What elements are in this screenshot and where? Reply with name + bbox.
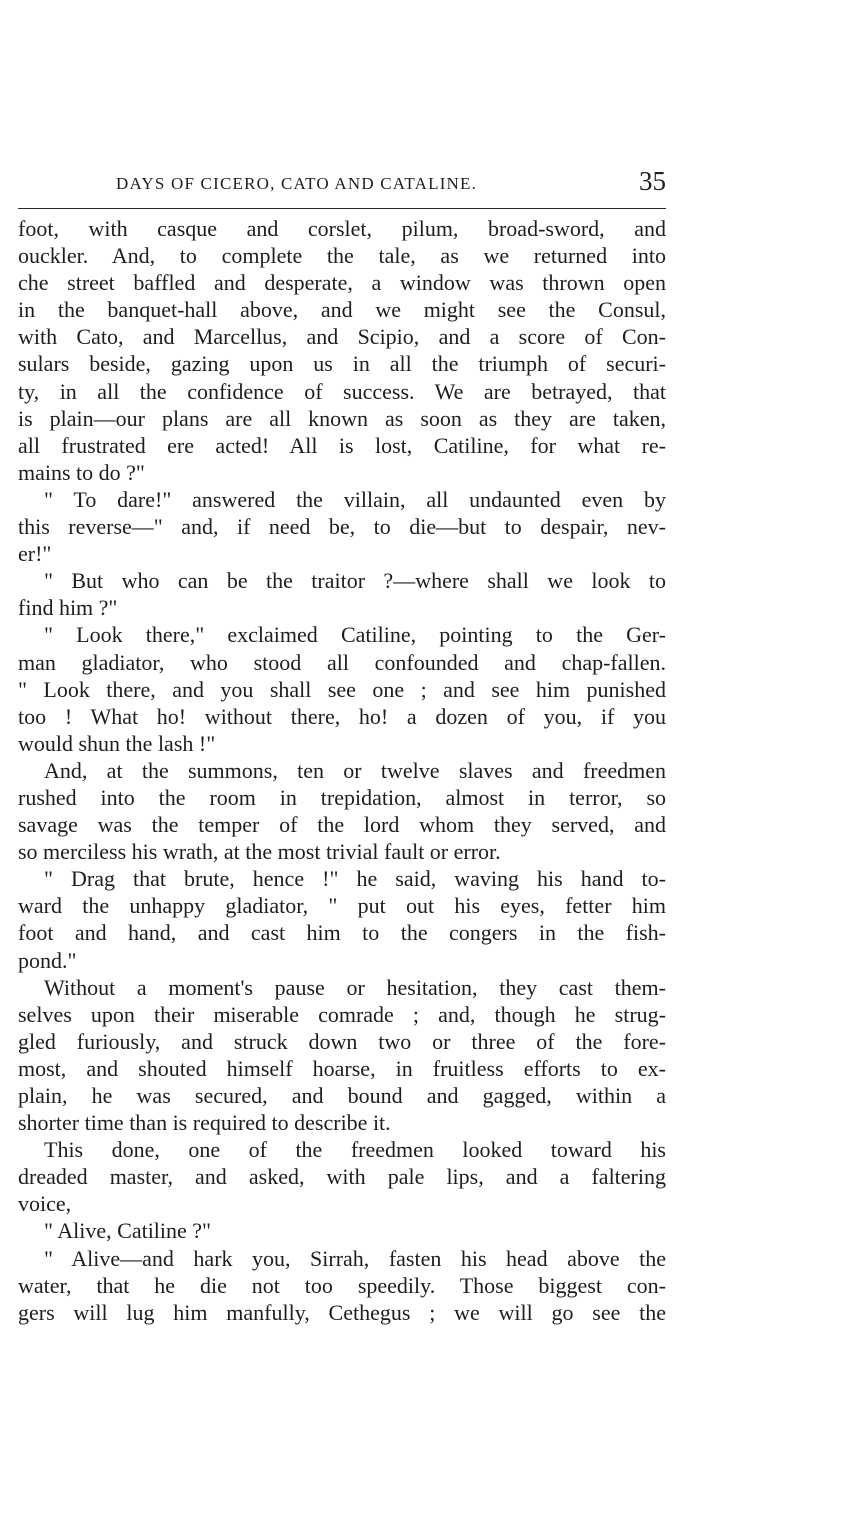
text-line: this reverse—" and, if need be, to die—but to despair, nev- (18, 514, 666, 540)
text-line: gled furiously, and struck down two or three of the fore- (18, 1028, 666, 1054)
text-line: ouckler. And, to complete the tale, as we returned into (18, 243, 666, 269)
running-title: DAYS OF CICERO, CATO AND CATALINE. (116, 174, 478, 193)
text-line: " Alive, Catiline ?" (44, 1218, 212, 1244)
text-line: gers will lug him manfully, Cethegus ; we will go see the (18, 1299, 666, 1325)
text-line: pond." (18, 947, 77, 973)
text-line: plain, he was secured, and bound and gagged, within a (18, 1083, 666, 1108)
text-line: ty, in all the confidence of success. We are betrayed, that (18, 378, 666, 404)
text-line: " Look there," exclaimed Catiline, pointing to the Ger- (44, 622, 666, 648)
text-line: would shun the lash !" (18, 730, 216, 756)
text-line: Without a moment's pause or hesitation, they cast them- (44, 974, 666, 1000)
text-line: er!" (18, 541, 52, 567)
text-line: is plain—our plans are all known as soon as they are taken, (18, 405, 666, 431)
text-line: sulars beside, gazing upon us in all the triumph of securi- (18, 351, 666, 377)
text-line: mains to do ?" (18, 459, 145, 485)
text-line: " Look there, and you shall see one ; and see him punished (18, 676, 666, 702)
text-line: so merciless his wrath, at the most trivial fault or error. (18, 839, 501, 865)
text-line: shorter time than is required to describe it. (18, 1110, 391, 1136)
text-line: che street baffled and desperate, a window was thrown open (18, 270, 666, 296)
text-line: dreaded master, and asked, with pale lips, and a faltering (18, 1164, 666, 1190)
text-line: " Alive—and hark you, Sirrah, fasten his head above the (44, 1245, 666, 1271)
text-line: voice, (18, 1191, 72, 1217)
text-line: find him ?" (18, 595, 118, 621)
text-line: water, that he die not too speedily. Those biggest con- (18, 1272, 666, 1298)
page-number: 35 (639, 166, 666, 196)
text-line: " Drag that brute, hence !" he said, waving his hand to- (44, 866, 666, 892)
text-line: " To dare!" answered the villain, all undaunted even by (44, 486, 666, 512)
text-line: rushed into the room in trepidation, almost in terror, so (18, 784, 666, 810)
text-line: savage was the temper of the lord whom they served, and (18, 812, 666, 838)
text-line: most, and shouted himself hoarse, in fruitless efforts to ex- (18, 1055, 666, 1081)
text-line: selves upon their miserable comrade ; and, though he strug- (18, 1001, 666, 1027)
text-line: with Cato, and Marcellus, and Scipio, and a score of Con- (18, 324, 666, 350)
text-line: foot, with casque and corslet, pilum, broad-sword, and (18, 216, 666, 241)
text-line: too ! What ho! without there, ho! a dozen of you, if you (18, 703, 666, 729)
text-line: all frustrated ere acted! All is lost, Catiline, for what re- (18, 432, 666, 458)
body-text (18, 215, 666, 1326)
text-line: man gladiator, who stood all confounded and chap-fallen. (18, 649, 666, 675)
running-head (18, 166, 666, 206)
text-line: foot and hand, and cast him to the congers in the fish- (18, 920, 666, 946)
text-line: " But who can be the traitor ?—where shall we look to (44, 568, 666, 594)
text-line: This done, one of the freedmen looked toward his (44, 1137, 666, 1163)
text-line: in the banquet-hall above, and we might see the Consul, (18, 297, 666, 323)
text-line: And, at the summons, ten or twelve slaves and freedmen (44, 757, 666, 783)
text-line: ward the unhappy gladiator, " put out his eyes, fetter him (18, 893, 666, 919)
header-rule (18, 208, 666, 209)
